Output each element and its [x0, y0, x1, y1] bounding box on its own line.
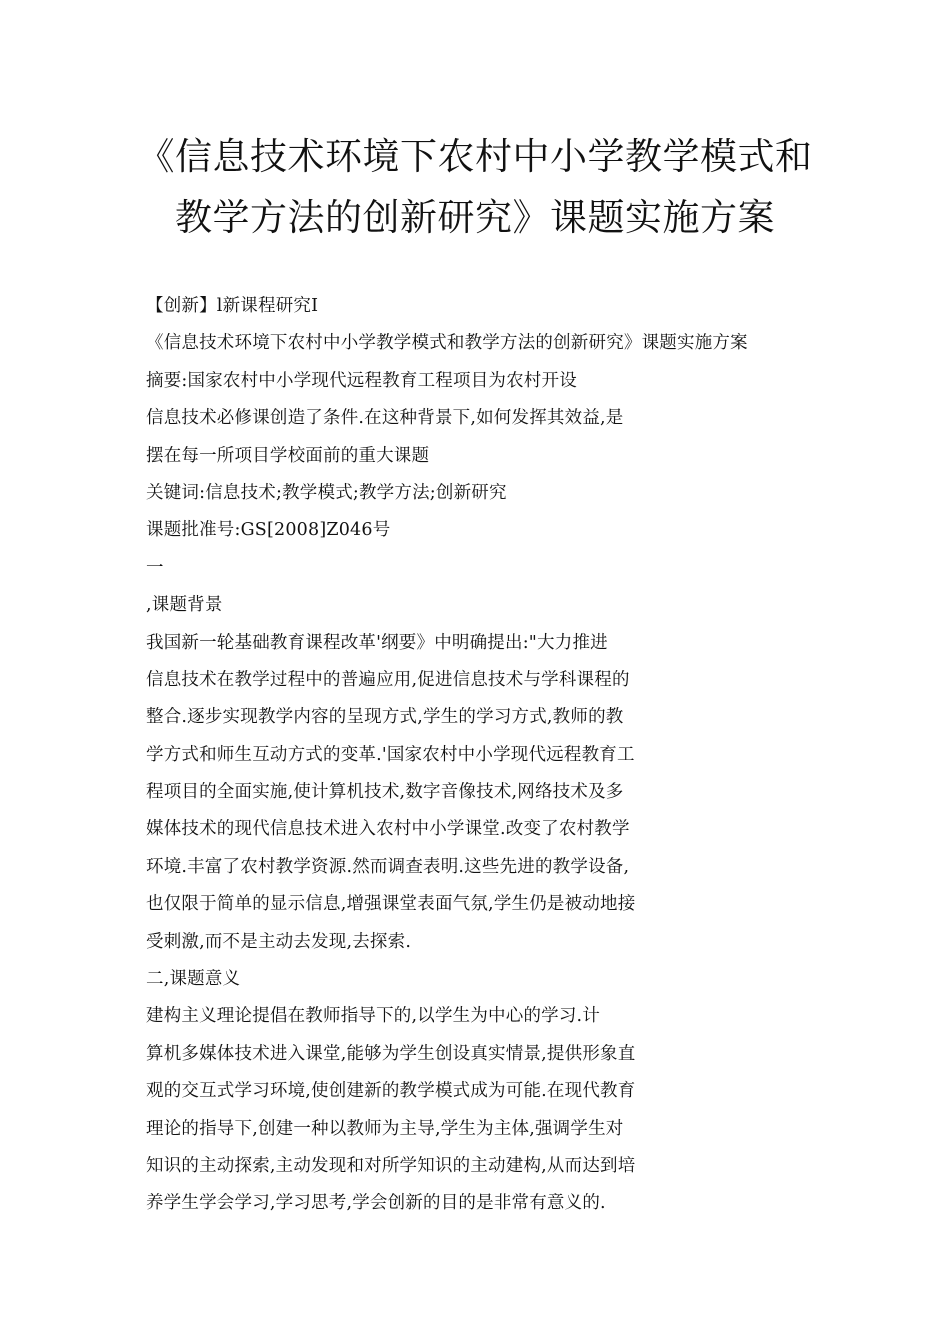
- body-line: 建构主义理论提倡在教师指导下的,以学生为中心的学习.计: [146, 1006, 601, 1027]
- document-body: [146, 294, 826, 1229]
- body-line: 环境.丰富了农村教学资源.然而调查表明.这些先进的教学设备,: [146, 856, 630, 877]
- body-line: 算机多媒体技术进入课堂,能够为学生创设真实情景,提供形象直: [146, 1043, 636, 1064]
- body-line: 摆在每一所项目学校面前的重大课题: [146, 445, 430, 466]
- section-heading-significance: 二,课题意义: [146, 969, 241, 990]
- body-line: 观的交互式学习环境,使创建新的教学模式成为可能.在现代教育: [146, 1081, 636, 1102]
- body-line: 受刺激,而不是主动去发现,去探索.: [146, 931, 412, 952]
- body-line: 我国新一轮基础教育课程改革'纲要》中明确提出:"大力推进: [146, 632, 608, 653]
- document-title-line-2: 教学方法的创新研究》课题实施方案: [175, 196, 775, 239]
- body-line: 学方式和师生互动方式的变革.'国家农村中小学现代远程教育工: [146, 744, 635, 765]
- body-line-header-tag: 【创新】l新课程研究I: [146, 296, 319, 316]
- body-line: 媒体技术的现代信息技术进入农村中小学课堂.改变了农村教学: [146, 819, 630, 840]
- body-line-abstract: 摘要:国家农村中小学现代远程教育工程项目为农村开设: [146, 370, 577, 391]
- document-title-line-1: 《信息技术环境下农村中小学教学模式和: [137, 135, 813, 178]
- body-line-full-title: 《信息技术环境下农村中小学教学模式和教学方法的创新研究》课题实施方案: [146, 333, 748, 354]
- body-line: 知识的主动探索,主动发现和对所学知识的主动建构,从而达到培: [146, 1155, 636, 1176]
- body-line: 信息技术必修课创造了条件.在这种背景下,如何发挥其效益,是: [146, 408, 624, 429]
- body-line: 养学生学会学习,学习思考,学会创新的目的是非常有意义的.: [146, 1193, 606, 1214]
- body-line: 程项目的全面实施,使计算机技术,数字音像技术,网络技术及多: [146, 782, 624, 803]
- section-heading-background: ,课题背景: [146, 595, 223, 616]
- body-line: 信息技术在教学过程中的普遍应用,促进信息技术与学科课程的: [146, 669, 630, 690]
- body-line-keywords: 关键词:信息技术;教学模式;教学方法;创新研究: [146, 482, 507, 503]
- body-line-section-number: 一: [146, 557, 164, 578]
- body-line-approval-number: 课题批准号:GS[2008]Z046号: [146, 520, 391, 541]
- body-line: 也仅限于简单的显示信息,增强课堂表面气氛,学生仍是被动地接: [146, 894, 636, 915]
- body-line: 理论的指导下,创建一种以教师为主导,学生为主体,强调学生对: [146, 1118, 624, 1139]
- body-line: 整合.逐步实现教学内容的呈现方式,学生的学习方式,教师的教: [146, 707, 624, 728]
